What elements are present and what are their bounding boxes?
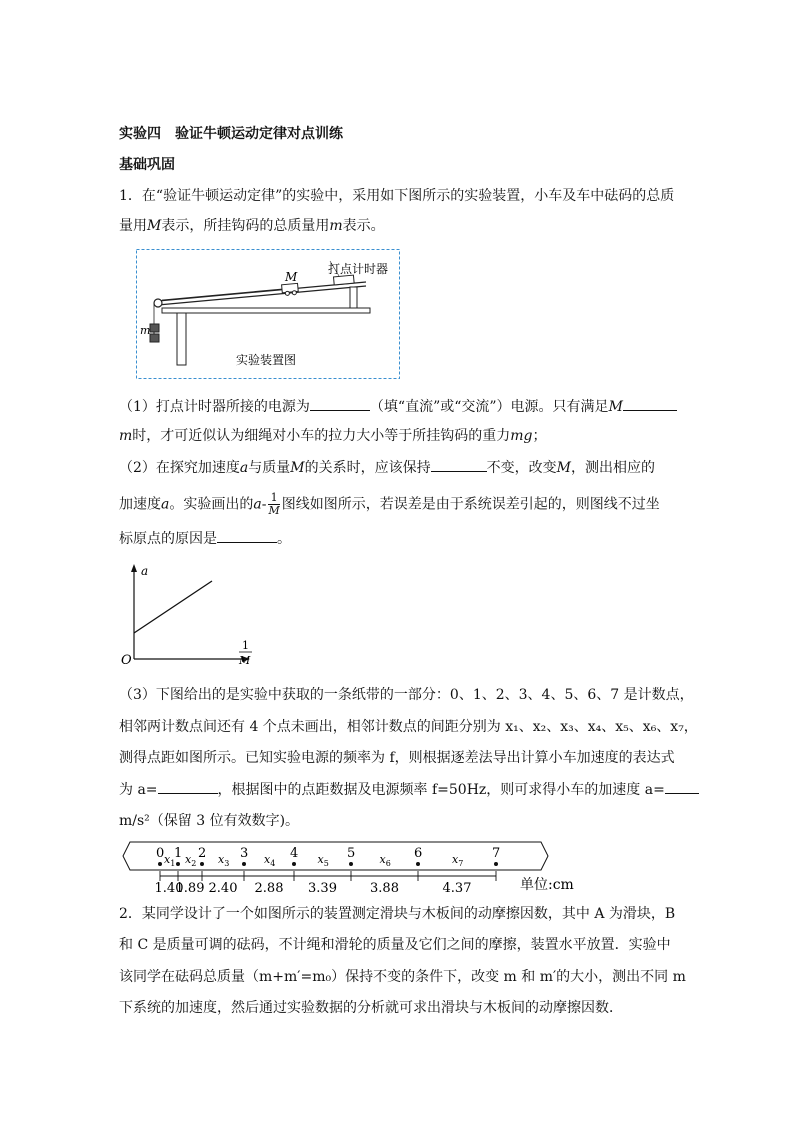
tape-point-label: 7: [492, 846, 501, 861]
page-title: 实验四 验证牛顿运动定律对点训练: [119, 126, 343, 142]
q1-part3-line1: （3）下图给出的是实验中获取的一条纸带的一部分：0、1、2、3、4、5、6、7 是计数点，: [119, 687, 694, 703]
tape-distance-label: 2.88: [254, 881, 284, 896]
q1-part2-line2: 加速度a。实验画出的a- $\frac{1}{M}$ 图线如图所示，若误差是由于系统误差引起的，则图线不过坐: [119, 491, 660, 517]
q1-part3-line2: 相邻两计数点间还有 4 个点未画出，相邻计数点的间距分别为 x₁、x₂、x₃、x₄、x₅、x₆、x₇，: [119, 719, 698, 735]
x-axis-label-den: M: [239, 654, 251, 667]
tape-segment-label: $x_5$: [317, 853, 329, 868]
tape-distance-label: 1.40: [154, 881, 184, 896]
tape-distance-label: 4.37: [442, 881, 472, 896]
tape-dot: [416, 862, 420, 866]
tape-dot: [200, 862, 204, 866]
tape-unit: 单位:cm: [520, 877, 574, 893]
tape-segment-label: $x_2$: [185, 853, 197, 868]
timer-icon: [333, 275, 354, 285]
label-m: m: [140, 324, 151, 337]
fraction-1-over-M: $\frac{1}{M}$: [268, 491, 280, 517]
table-leg: [177, 313, 186, 365]
tape-point-label: 0: [156, 846, 165, 861]
tape-segment-label: $x_6$: [379, 853, 391, 868]
a-vs-inverse-M-graph: [118, 560, 258, 670]
tape-dot: [158, 862, 162, 866]
q1-part3-line4: 为 a= ，根据图中的点距数据及电源频率 f=50Hz，则可求得小车的加速度 a=: [119, 779, 699, 800]
q2-line3: 该同学在砝码总质量（m+m′=m₀）保持不变的条件下，改变 m 和 m′的大小，测出不同 m: [119, 969, 686, 985]
tape-dot: [176, 862, 180, 866]
table-top: [162, 308, 370, 313]
label-M: M: [285, 270, 298, 284]
caption: 实验装置图: [236, 353, 297, 367]
tape-point-label: 4: [290, 846, 299, 861]
label-timer: 打点计时器: [328, 262, 389, 276]
q1-part2-line3: 标原点的原因是 。: [119, 528, 291, 549]
q1-intro-line2: 量用M表示，所挂钩码的总质量用m表示。: [119, 218, 385, 234]
tape-dot: [292, 862, 296, 866]
q2-line2: 和 C 是质量可调的砝码，不计绳和滑轮的质量及它们之间的摩擦，装置水平放置．实验中: [119, 937, 671, 953]
tape-point-label: 5: [347, 846, 356, 861]
answer-blank-3[interactable]: [431, 457, 487, 472]
origin-label: O: [121, 653, 132, 668]
q1-intro-line1: 1．在“验证牛顿运动定律”的实验中，采用如下图所示的实验装置，小车及车中砝码的总质: [119, 188, 675, 204]
tape-distance-label: 2.40: [208, 881, 238, 896]
tape-segment-label: $x_1$: [164, 853, 176, 868]
hanging-mass-1: [150, 324, 159, 332]
q1-part1-line2: m时，才可近似认为细绳对小车的拉力大小等于所挂钩码的重力mg；: [119, 428, 547, 444]
tape-point-label: 2: [198, 846, 207, 861]
y-axis-arrow-icon: [131, 564, 137, 572]
pulley-icon: [154, 299, 162, 307]
tape-point-label: 1: [174, 846, 183, 861]
tape-distance-label: 3.88: [370, 881, 399, 896]
q1-part3-line5: m/s²（保留 3 位有效数字)。: [119, 813, 300, 829]
graph-line: [134, 581, 212, 633]
tape-dot: [494, 862, 498, 866]
q1-part1-line1: （1）打点计时器所接的电源为 （填“直流”或“交流”）电源。只有满足M: [119, 396, 677, 417]
tape-dot: [349, 862, 353, 866]
q1-part2-line1: （2）在探究加速度a与质量M的关系时，应该保持 不变，改变M，测出相应的: [119, 457, 655, 478]
tape-point-label: 3: [240, 846, 249, 861]
answer-blank-2[interactable]: [623, 396, 677, 411]
paper-tape-figure: [118, 838, 588, 896]
answer-blank-5[interactable]: [158, 779, 218, 794]
string: [162, 289, 282, 300]
tape-distance-label: 3.39: [308, 881, 337, 896]
tape-segment-label: $x_4$: [264, 853, 276, 868]
tape-segment-label: $x_7$: [452, 853, 464, 868]
answer-blank-4[interactable]: [217, 528, 277, 543]
x-axis-label-num: 1: [242, 639, 249, 652]
tape-dot: [242, 862, 246, 866]
apparatus-figure: [136, 249, 400, 379]
incline-support: [350, 287, 357, 308]
tape-distance-label: 1.89: [175, 881, 205, 896]
hanging-mass-2: [150, 334, 159, 342]
q1-part3-line3: 测得点距如图所示。已知实验电源的频率为 f，则根据逐差法导出计算小车加速度的表达式: [119, 750, 675, 766]
answer-blank-6[interactable]: [665, 779, 699, 794]
incline-board-bottom: [158, 286, 366, 305]
q2-line4: 下系统的加速度，然后通过实验数据的分析就可求出滑块与木板间的动摩擦因数．: [119, 1000, 623, 1016]
y-axis-label: a: [141, 564, 149, 578]
tape-point-label: 6: [414, 846, 423, 861]
answer-blank-1[interactable]: [310, 396, 370, 411]
tape-segment-label: $x_3$: [218, 853, 230, 868]
section-heading: 基础巩固: [119, 157, 175, 173]
q2-line1: 2．某同学设计了一个如图所示的装置测定滑块与木板间的动摩擦因数，其中 A 为滑块，B: [119, 906, 676, 922]
